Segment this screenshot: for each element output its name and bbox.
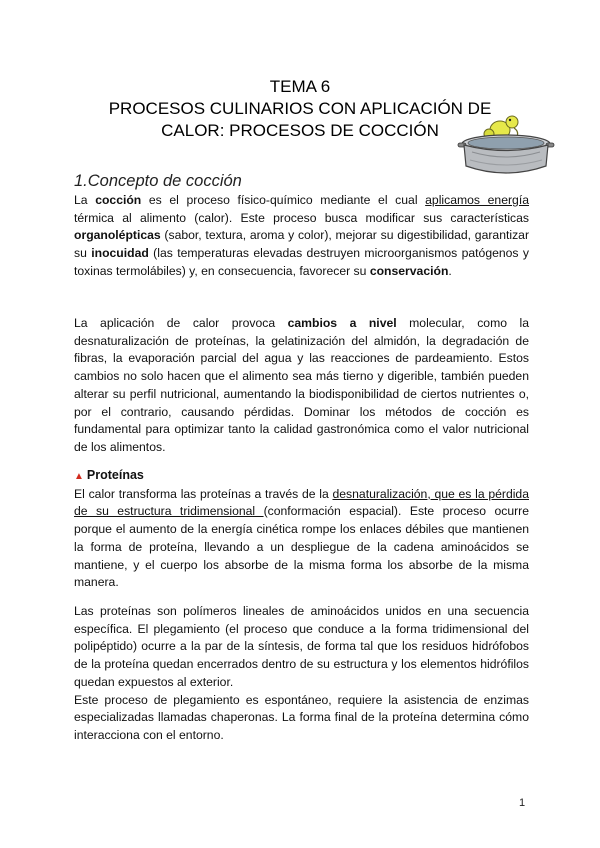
text-run: La [74,193,96,207]
paragraph-plegamiento: Este proceso de plegamiento es espontáneo, requiere la asistencia de enzimas especializadas llamadas chaperonas. La forma final de la proteína determina cómo interacciona con el entorno. [74,692,529,742]
subheading-label: Proteínas [86,468,144,482]
paragraph-desnaturalizacion [74,486,529,592]
text-run: (sabor, textura, aroma y color), mejorar su digestibilidad, garantizar su [74,228,529,261]
title-line-2: PROCESOS CULINARIOS CON APLICACIÓN DE [108,99,492,118]
bold-term-coccion: cocción [95,193,142,207]
proteins-section [74,467,529,592]
subheading-proteinas [74,467,529,486]
paragraph-coccion-definition [74,192,529,281]
bold-term-cambios: cambios a nivel [287,316,397,330]
bold-term-conservacion: conservación [369,263,449,278]
title-line-3: CALOR: PROCESOS DE COCCIÓN [161,121,439,140]
underlined-phrase: aplicamos energía [425,193,529,207]
underlined-phrase: desnaturalización, que es la pérdida de su estructura tridimensional [74,486,529,519]
text-run: molecular, como la desnaturalización de proteínas, la gelatinización del almidón, la degradación de fibras, la evaporación parcial del agua y las reacciones de pardeamiento. Estos cambios no solo hacen que el alimento sea más tierno y digerible, también pueden alterar su perfil nutricional, aumentando la biodisponibilidad de ciertos nutrientes o, por el contrario, causando pérdidas. Dominar los métodos de cocción es fundamental para optimizar tanto la calidad gastronómica como el valor nutricional de los alimentos. [74,316,529,454]
text-run: . [448,263,452,278]
cooking-pot-icon [456,108,556,180]
text-run: La aplicación de calor provoca [74,316,288,330]
paragraph-text: Las proteínas son polímeros lineales de aminoácidos unidos en una secuencia específica. El plegamiento (el proceso que conduce a la forma tridimensional del polipéptido) ocurre a la par de la síntesis, de forma tal que los residuos hidrófobos de la proteína quedan encerrados dentro de su estructura y los elementos hidrófilos quedan expuestos al exterior. [74,604,529,689]
text-run: es el proceso físico-químico mediante el cual [141,193,426,207]
text-run: (las temperaturas elevadas destruyen microorganismos patógenos y toxinas termolábiles) y, en consecuencia, favorecer su [74,246,529,278]
text-run: El calor transforma las proteínas a través de la [74,486,333,501]
bold-term-inocuidad: inocuidad [91,246,149,261]
paragraph-polimeros [74,603,529,745]
red-triangle-bullet-icon: ▲ [74,471,84,482]
paragraph-calor-cambios [74,315,529,457]
text-run: térmica al alimento (calor). Este proceso busca modificar sus características [74,210,529,225]
title-line-1: TEMA 6 [269,77,331,96]
page-number: 1 [519,797,526,809]
text-run: (conformación espacial). Este proceso ocurre porque el aumento de la energía cinética rompe los enlaces débiles que mantienen la forma de proteína, llevando a un despliegue de la cadena aminoácidos se mantiene, y el cuerpo los absorbe de la misma forma los absorbe de la misma manera. [74,504,529,590]
section-heading-concepto: 1.Concepto de cocción [74,172,242,190]
bold-term-organolepticas: organolépticas [74,228,161,243]
